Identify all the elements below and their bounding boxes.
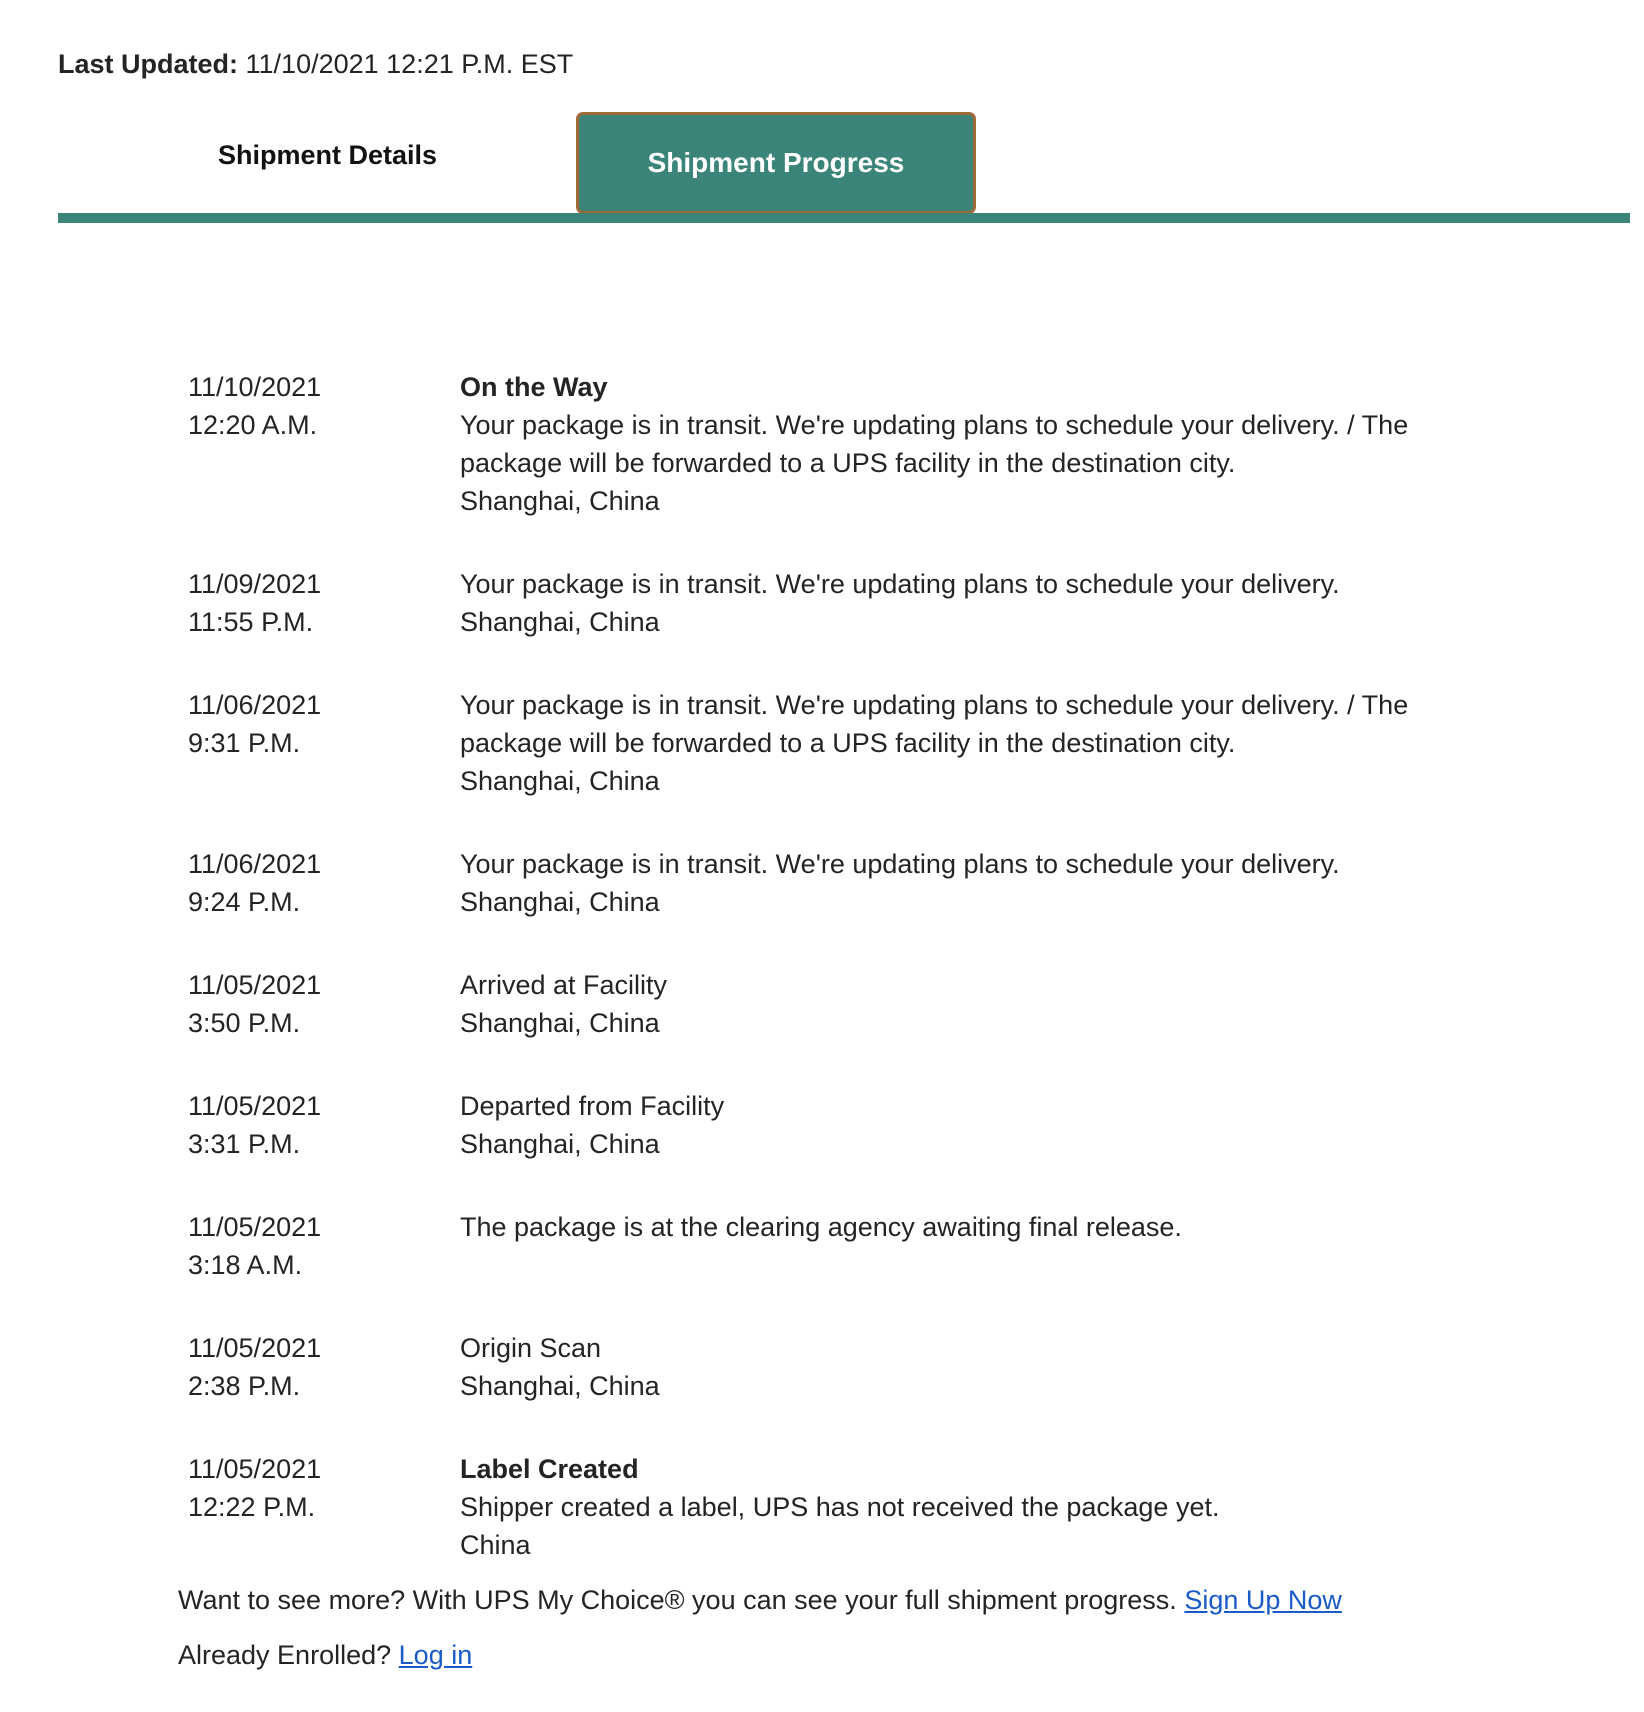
- event-date: 11/06/2021: [188, 849, 322, 879]
- last-updated: [58, 46, 573, 82]
- progress-event-row: [188, 1450, 1528, 1564]
- sign-up-link[interactable]: Sign Up Now: [1184, 1585, 1342, 1615]
- event-date: 11/05/2021: [188, 1212, 322, 1242]
- event-datetime: [188, 1087, 460, 1163]
- already-enrolled: [178, 1636, 472, 1674]
- event-time: 11:55 P.M.: [188, 607, 314, 637]
- upgrade-promo: [178, 1581, 1342, 1619]
- progress-event-row: [188, 966, 1528, 1042]
- progress-event-row: [188, 565, 1528, 641]
- event-location: Shanghai, China: [460, 486, 660, 516]
- shipment-progress-list: [188, 368, 1528, 1609]
- event-description: Your package is in transit. We're updating plans to schedule your delivery. / The package will be forwarded to a UPS facility in the destination city.: [460, 410, 1409, 478]
- event-details: [460, 1208, 1460, 1284]
- event-description: The package is at the clearing agency awaiting final release.: [460, 1212, 1182, 1242]
- event-datetime: [188, 368, 460, 520]
- tab-shipment-details[interactable]: Shipment Details: [218, 140, 438, 170]
- event-datetime: [188, 966, 460, 1042]
- event-date: 11/05/2021: [188, 1333, 322, 1363]
- event-status: On the Way: [460, 372, 608, 402]
- event-time: 9:31 P.M.: [188, 728, 301, 758]
- event-location: Shanghai, China: [460, 1008, 660, 1038]
- event-time: 2:38 P.M.: [188, 1371, 301, 1401]
- event-date: 11/09/2021: [188, 569, 322, 599]
- event-datetime: [188, 1450, 460, 1564]
- event-location: Shanghai, China: [460, 607, 660, 637]
- event-location: Shanghai, China: [460, 887, 660, 917]
- event-description: Origin Scan: [460, 1333, 602, 1363]
- event-date: 11/05/2021: [188, 970, 322, 1000]
- event-date: 11/06/2021: [188, 690, 322, 720]
- event-status: Label Created: [460, 1454, 639, 1484]
- event-location: Shanghai, China: [460, 1371, 660, 1401]
- progress-event-row: [188, 1087, 1528, 1163]
- event-details: [460, 845, 1460, 921]
- event-time: 3:50 P.M.: [188, 1008, 301, 1038]
- progress-event-row: [188, 368, 1528, 520]
- last-updated-value: 11/10/2021 12:21 P.M. EST: [245, 49, 574, 79]
- event-datetime: [188, 845, 460, 921]
- event-time: 9:24 P.M.: [188, 887, 301, 917]
- event-datetime: [188, 565, 460, 641]
- event-details: [460, 565, 1460, 641]
- log-in-link[interactable]: Log in: [398, 1640, 473, 1670]
- event-datetime: [188, 686, 460, 800]
- event-location: Shanghai, China: [460, 1129, 660, 1159]
- tab-bar: [58, 110, 1630, 224]
- event-date: 11/10/2021: [188, 372, 322, 402]
- event-description: Arrived at Facility: [460, 970, 668, 1000]
- promo-text: Want to see more? With UPS My Choice® you can see your full shipment progress.: [178, 1585, 1177, 1615]
- event-description: Shipper created a label, UPS has not received the package yet.: [460, 1492, 1220, 1522]
- event-time: 12:22 P.M.: [188, 1492, 316, 1522]
- event-details: [460, 1450, 1460, 1564]
- event-time: 12:20 A.M.: [188, 410, 318, 440]
- tab-shipment-progress[interactable]: Shipment Progress: [576, 112, 976, 214]
- progress-event-row: [188, 845, 1528, 921]
- event-description: Your package is in transit. We're updating plans to schedule your delivery.: [460, 569, 1340, 599]
- event-date: 11/05/2021: [188, 1091, 322, 1121]
- event-datetime: [188, 1329, 460, 1405]
- enrolled-text: Already Enrolled?: [178, 1640, 392, 1670]
- event-description: Your package is in transit. We're updating plans to schedule your delivery.: [460, 849, 1340, 879]
- last-updated-label: Last Updated:: [58, 49, 239, 79]
- event-details: [460, 1087, 1460, 1163]
- event-location: Shanghai, China: [460, 766, 660, 796]
- event-description: Departed from Facility: [460, 1091, 725, 1121]
- event-details: [460, 1329, 1460, 1405]
- progress-event-row: [188, 1329, 1528, 1405]
- event-time: 3:18 A.M.: [188, 1250, 303, 1280]
- progress-event-row: [188, 1208, 1528, 1284]
- event-details: [460, 966, 1460, 1042]
- event-details: [460, 686, 1460, 800]
- event-location: China: [460, 1530, 531, 1560]
- progress-event-row: [188, 686, 1528, 800]
- event-details: [460, 368, 1460, 520]
- event-datetime: [188, 1208, 460, 1284]
- event-date: 11/05/2021: [188, 1454, 322, 1484]
- event-description: Your package is in transit. We're updating plans to schedule your delivery. / The package will be forwarded to a UPS facility in the destination city.: [460, 690, 1409, 758]
- tab-underline: [58, 213, 1630, 223]
- event-time: 3:31 P.M.: [188, 1129, 301, 1159]
